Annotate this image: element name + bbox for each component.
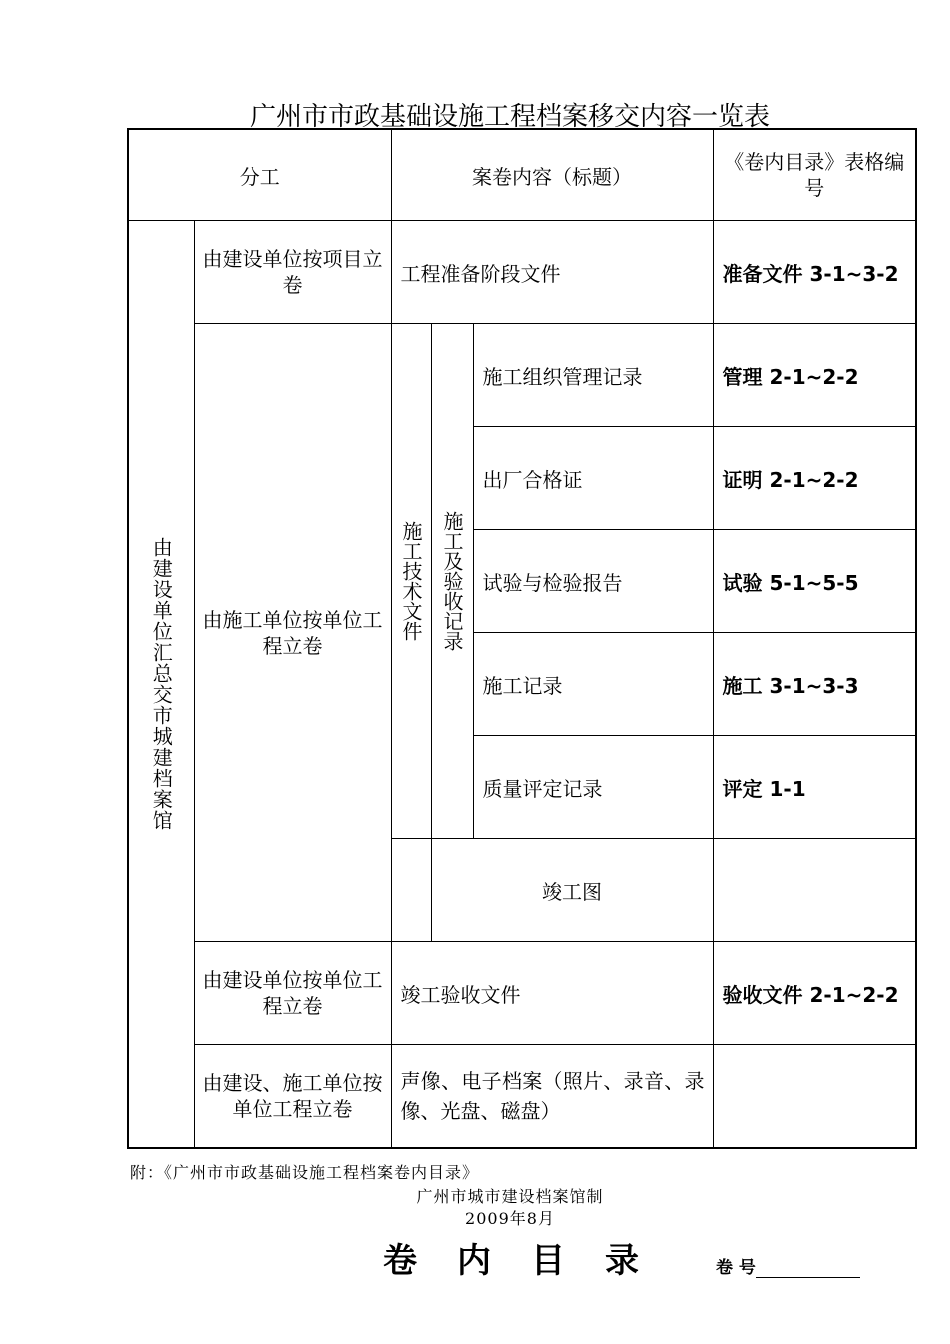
code-cell	[713, 1045, 916, 1148]
code-cell: 证明 2-1~2-2	[713, 427, 916, 530]
outer-group-cell	[128, 221, 194, 1148]
party-cell: 由建设单位按项目立卷	[194, 221, 391, 324]
issue-date: 2009年8月	[465, 1209, 555, 1228]
content-cell: 施工记录	[473, 633, 713, 736]
content-cell: 施工组织管理记录	[473, 324, 713, 427]
acceptance-records-label: 施工及验收记录	[440, 511, 464, 651]
content-cell: 出厂合格证	[473, 427, 713, 530]
content-cell: 试验与检验报告	[473, 530, 713, 633]
section-title-char: 卷	[383, 1241, 417, 1281]
header-code: 《卷内目录》表格编号	[713, 129, 916, 221]
code-cell: 施工 3-1~3-3	[713, 633, 916, 736]
content-cell: 声像、电子档案（照片、录音、录像、光盘、磁盘）	[391, 1045, 713, 1148]
header-division: 分工	[128, 129, 391, 221]
section-title-char: 目	[531, 1241, 565, 1281]
table-row	[128, 324, 916, 427]
volume-number	[716, 1253, 860, 1278]
section-title	[383, 1233, 679, 1282]
content-cell: 质量评定记录	[473, 736, 713, 839]
table-row	[128, 221, 916, 324]
header-row	[128, 129, 916, 221]
content-cell: 竣工验收文件	[391, 942, 713, 1045]
party-cell: 由建设、施工单位按单位工程立卷	[194, 1045, 391, 1148]
volume-number-field[interactable]	[756, 1259, 860, 1278]
code-cell: 试验 5-1~5-5	[713, 530, 916, 633]
header-content: 案卷内容（标题）	[391, 129, 713, 221]
code-cell: 验收文件 2-1~2-2	[713, 942, 916, 1045]
footnote: 附：《广州市市政基础设施工程档案卷内目录》	[130, 1163, 480, 1182]
tech-docs-cell	[391, 324, 431, 839]
section-title-char: 录	[605, 1241, 639, 1281]
content-cell: 竣工图	[431, 839, 713, 942]
table-row	[128, 942, 916, 1045]
empty-cell	[391, 839, 431, 942]
code-cell: 准备文件 3-1~3-2	[713, 221, 916, 324]
acceptance-records-cell	[431, 324, 473, 839]
code-cell: 管理 2-1~2-2	[713, 324, 916, 427]
section-title-char: 内	[457, 1241, 491, 1281]
volume-number-label: 卷 号	[716, 1258, 756, 1278]
table-row	[128, 1045, 916, 1148]
code-cell	[713, 839, 916, 942]
outer-group-label: 由建设单位汇总交市城建档案馆	[149, 536, 174, 831]
content-cell: 工程准备阶段文件	[391, 221, 713, 324]
archive-transfer-table	[127, 128, 917, 1149]
party-cell: 由施工单位按单位工程立卷	[194, 324, 391, 942]
tech-docs-label: 施工技术文件	[399, 521, 423, 641]
issuer: 广州市城市建设档案馆制	[416, 1187, 604, 1206]
page-title: 广州市市政基础设施工程档案移交内容一览表	[249, 102, 770, 132]
party-cell: 由建设单位按单位工程立卷	[194, 942, 391, 1045]
code-cell: 评定 1-1	[713, 736, 916, 839]
